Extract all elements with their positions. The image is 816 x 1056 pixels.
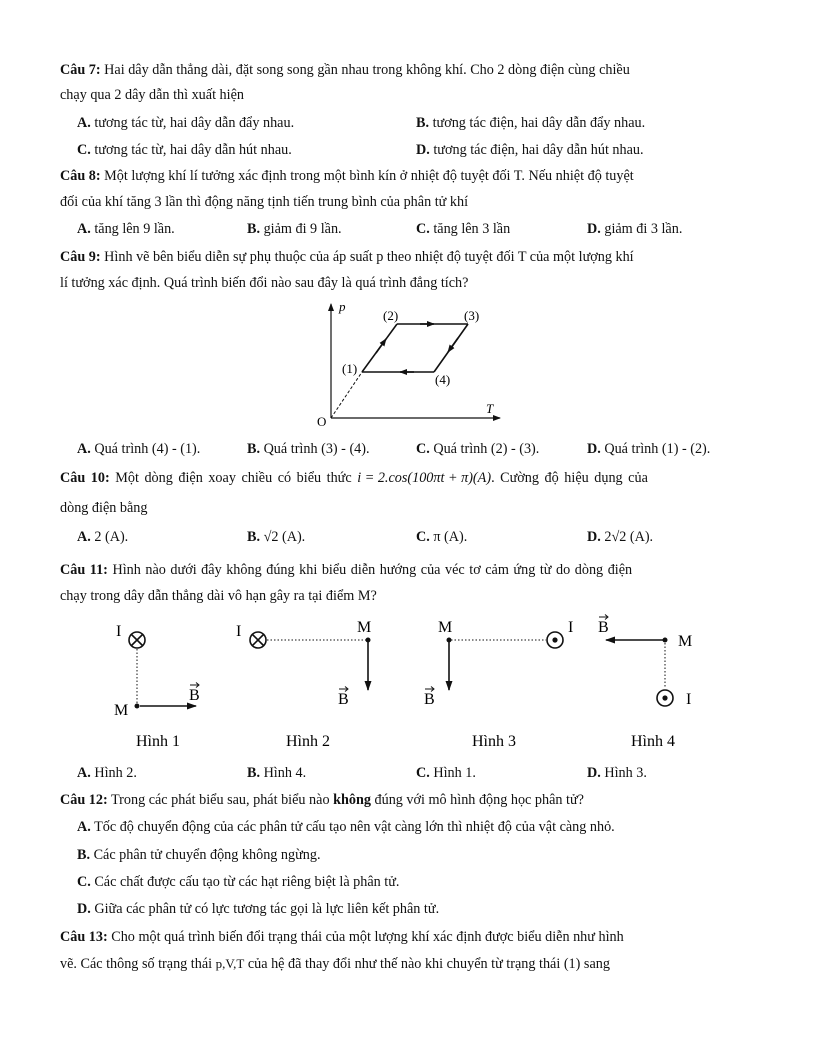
q12-stem-post: đúng với mô hình động học phân tử?	[370, 792, 584, 808]
option-text: tương tác từ, hai dây dẫn hút nhau.	[90, 142, 292, 158]
option-key: C.	[77, 142, 91, 158]
current-out-of-page-icon	[657, 690, 673, 706]
q10-stem-line1	[60, 469, 648, 487]
origin-label: O	[317, 414, 327, 429]
q7-stem-line2: chạy qua 2 dây dẫn thì xuất hiện	[60, 87, 244, 103]
option-text: 2√2 (A).	[600, 529, 654, 545]
arrow-1-2	[376, 339, 386, 353]
q9-pT-diagram	[310, 296, 510, 430]
q12-option-a[interactable]	[77, 818, 615, 836]
state-2-label: (2)	[383, 308, 399, 323]
q13-stem-post: của hệ đã thay đổi như thế nào khi chuyển từ trạng thái (1) sang	[244, 956, 610, 972]
q10-stem-line2: dòng điện bằng	[60, 500, 148, 516]
q13-label: Câu 13:	[60, 929, 108, 945]
option-key: D.	[416, 142, 430, 158]
option-text: giảm đi 3 lần.	[600, 221, 683, 237]
figure-3	[424, 619, 573, 750]
q9-option-d[interactable]	[587, 440, 710, 458]
q8-option-a[interactable]	[77, 220, 175, 238]
option-text: Quá trình (4) - (1).	[90, 441, 201, 457]
q11-option-a[interactable]	[77, 764, 137, 782]
option-text: Các phân tử chuyển động không ngừng.	[90, 847, 321, 863]
current-into-page-icon	[250, 632, 266, 648]
option-key: D.	[587, 441, 601, 457]
B-label: B	[338, 691, 349, 708]
q9-option-c[interactable]	[416, 440, 539, 458]
option-key: B.	[77, 847, 91, 863]
q13-state-variables: p,V,T	[215, 956, 245, 971]
state-4-label: (4)	[435, 372, 451, 387]
q7-option-a[interactable]	[77, 114, 294, 132]
B-label: B	[424, 691, 435, 708]
option-text: Hình 4.	[260, 765, 307, 781]
dashed-origin-line	[331, 372, 362, 418]
point-M	[447, 638, 452, 643]
q11-option-b[interactable]	[247, 764, 306, 782]
option-key: D.	[77, 901, 91, 917]
q7-option-d[interactable]	[416, 141, 644, 159]
option-text: tương tác từ, hai dây dẫn đẩy nhau.	[90, 115, 295, 131]
q12-option-d[interactable]	[77, 900, 439, 918]
q10-stem-end: . Cường độ hiệu dụng của	[491, 470, 648, 486]
current-label: I	[686, 691, 692, 708]
point-M	[663, 638, 668, 643]
q10-label: Câu 10:	[60, 470, 110, 486]
q13-stem-line2	[60, 955, 610, 973]
q7-stem: Hai dây dẫn thẳng dài, đặt song song gần nhau trong không khí. Cho 2 dòng điện cùng chiều	[100, 62, 630, 78]
option-key: A.	[77, 529, 91, 545]
option-key: B.	[247, 441, 261, 457]
q10-option-d[interactable]	[587, 528, 653, 546]
point-M-label: M	[114, 702, 129, 719]
figure-2	[236, 619, 371, 750]
q9-stem-line2: lí tưởng xác định. Quá trình biến đổi nào sau đây là quá trình đẳng tích?	[60, 275, 469, 291]
q12-option-b[interactable]	[77, 846, 321, 864]
q8-option-d[interactable]	[587, 220, 682, 238]
option-text: √2 (A).	[260, 529, 306, 545]
q11-figures	[100, 612, 720, 757]
T-axis-label: T	[486, 401, 494, 416]
option-key: C.	[416, 529, 430, 545]
point-M-label: M	[357, 619, 372, 636]
figure-caption: Hình 1	[136, 733, 180, 750]
q8-option-c[interactable]	[416, 220, 510, 238]
q9-option-a[interactable]	[77, 440, 200, 458]
arrow-3-4	[448, 338, 458, 352]
point-M-label: M	[678, 633, 693, 650]
option-text: tương tác điện, hai dây dẫn đẩy nhau.	[429, 115, 646, 131]
option-key: C.	[416, 221, 430, 237]
option-key: A.	[77, 765, 91, 781]
q8-label: Câu 8:	[60, 168, 101, 184]
q11-option-c[interactable]	[416, 764, 476, 782]
q8-stem: Một lượng khí lí tưởng xác định trong một bình kín ở nhiệt độ tuyệt đối T. Nếu nhiệt độ tuyệt	[100, 168, 634, 184]
option-text: Quá trình (2) - (3).	[429, 441, 540, 457]
option-text: Hình 3.	[600, 765, 647, 781]
option-key: A.	[77, 115, 91, 131]
q10-option-c[interactable]	[416, 528, 467, 546]
q12-option-c[interactable]	[77, 873, 399, 891]
figure-4	[598, 615, 692, 751]
q11-stem-line2: chạy trong dây dẫn thẳng dài vô hạn gây ra tại điểm M?	[60, 588, 377, 604]
q9-label: Câu 9:	[60, 249, 101, 265]
q9-option-b[interactable]	[247, 440, 370, 458]
q11-label: Câu 11:	[60, 562, 108, 578]
option-key: C.	[77, 874, 91, 890]
option-text: Các chất được cấu tạo từ các hạt riêng biệt là phân tử.	[90, 874, 400, 890]
q7-label: Câu 7:	[60, 62, 101, 78]
q11-stem: Hình nào dưới đây không đúng khi biểu diễn hướng của véc tơ cảm ứng từ do dòng điện	[107, 562, 633, 578]
option-text: tăng lên 3 lần	[429, 221, 511, 237]
q7-stem-line1	[60, 61, 630, 79]
state-3-label: (3)	[464, 308, 480, 323]
B-label: B	[598, 619, 609, 636]
option-key: B.	[247, 529, 261, 545]
current-out-of-page-icon	[547, 632, 563, 648]
option-key: C.	[416, 765, 430, 781]
option-key: B.	[247, 221, 261, 237]
B-label: B	[189, 687, 200, 704]
figure-caption: Hình 4	[631, 733, 675, 750]
q10-option-b[interactable]	[247, 528, 305, 546]
q10-stem: Một dòng điện xoay chiều có biểu thức	[109, 470, 358, 486]
figure-caption: Hình 2	[286, 733, 330, 750]
figure-1	[114, 623, 200, 750]
p-axis-label: p	[339, 299, 346, 314]
option-text: 2 (A).	[90, 529, 129, 545]
option-text: Quá trình (1) - (2).	[600, 441, 711, 457]
option-key: A.	[77, 221, 91, 237]
option-key: C.	[416, 441, 430, 457]
q8-stem-line2: đối của khí tăng 3 lần thì động năng tịnh tiến trung bình của phân tử khí	[60, 194, 469, 210]
option-key: B.	[247, 765, 261, 781]
figure-caption: Hình 3	[472, 733, 516, 750]
q8-stem-line1	[60, 167, 634, 185]
q12-stem	[60, 791, 584, 809]
q12-stem-emphasis: không	[333, 792, 371, 808]
option-text: tương tác điện, hai dây dẫn hút nhau.	[429, 142, 644, 158]
option-text: giảm đi 9 lần.	[260, 221, 342, 237]
current-into-page-icon	[129, 632, 145, 648]
q9-stem: Hình vẽ bên biểu diễn sự phụ thuộc của áp suất p theo nhiệt độ tuyệt đối T của một lượng khí	[100, 249, 634, 265]
q12-label: Câu 12:	[60, 792, 108, 808]
q13-stem-pre: vẽ. Các thông số trạng thái	[60, 956, 216, 972]
option-text: tăng lên 9 lần.	[90, 221, 175, 237]
current-label: I	[116, 623, 122, 640]
option-key: D.	[587, 529, 601, 545]
option-key: D.	[587, 221, 601, 237]
option-text: Hình 2.	[90, 765, 137, 781]
q7-option-b[interactable]	[416, 114, 645, 132]
q9-stem-line1	[60, 248, 634, 266]
option-text: Tốc độ chuyển động của các phân tử cấu tạo nên vật càng lớn thì nhiệt độ của vật càng nhỏ.	[90, 819, 615, 835]
current-label: I	[236, 623, 242, 640]
point-M	[366, 638, 371, 643]
q10-option-a[interactable]	[77, 528, 128, 546]
option-key: A.	[77, 441, 91, 457]
q13-stem: Cho một quá trình biến đổi trạng thái của một lượng khí xác định được biểu diễn như hình	[107, 929, 624, 945]
option-text: Giữa các phân tử có lực tương tác gọi là lực liên kết phân tử.	[90, 901, 440, 917]
option-key: B.	[416, 115, 430, 131]
point-M	[135, 704, 140, 709]
option-text: Hình 1.	[429, 765, 476, 781]
q7-option-c[interactable]	[77, 141, 292, 159]
option-key: D.	[587, 765, 601, 781]
q13-stem-line1	[60, 928, 624, 946]
state-1-label: (1)	[342, 361, 358, 376]
option-text: Quá trình (3) - (4).	[260, 441, 370, 457]
point-M-label: M	[438, 619, 453, 636]
q8-option-b[interactable]	[247, 220, 342, 238]
q11-option-d[interactable]	[587, 764, 647, 782]
q12-stem-pre: Trong các phát biểu sau, phát biểu nào	[107, 792, 334, 808]
option-key: A.	[77, 819, 91, 835]
q11-stem-line1	[60, 561, 632, 579]
q10-formula: i = 2.cos(100πt + π)(A)	[357, 470, 492, 486]
current-label: I	[568, 619, 574, 636]
option-text: π (A).	[429, 529, 468, 545]
